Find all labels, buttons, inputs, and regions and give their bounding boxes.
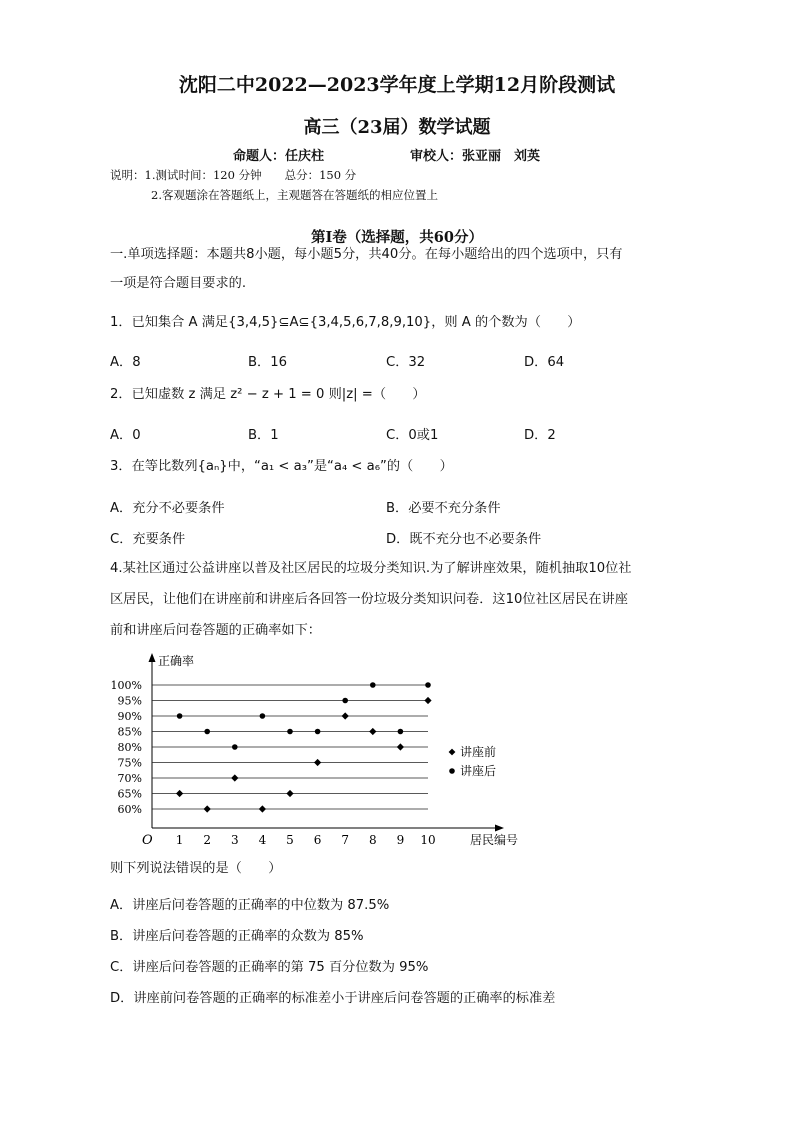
x-tick-label: 3 (230, 833, 239, 847)
exam-subtitle: 高三（23届）数学试题 (303, 117, 491, 138)
point-after-lecture (315, 729, 321, 735)
q4-option-b: B．讲座后问卷答题的正确率的众数为 85% (110, 929, 364, 944)
setter: 命题人：任庆柱 (233, 149, 325, 164)
x-tick-label: 5 (286, 833, 294, 847)
point-after-lecture (370, 682, 376, 688)
q3-option-d: D．既不充分也不必要条件 (386, 532, 542, 547)
legend-marker-before (449, 749, 456, 756)
x-tick-label: 2 (203, 833, 212, 847)
legend-marker-after (449, 768, 455, 774)
q1-option-a: A．8 (110, 355, 141, 370)
section-title: 第Ⅰ卷（选择题，共60分） (311, 229, 483, 246)
y-axis-arrow (149, 653, 156, 662)
point-before-lecture (369, 728, 376, 735)
q4-line-3: 前和讲座后问卷答题的正确率如下： (110, 623, 321, 638)
point-before-lecture (231, 774, 238, 781)
point-before-lecture (286, 790, 293, 797)
q2-option-c: C．0或1 (386, 428, 439, 443)
q2-stem: 2．已知虚数 z 满足 z² − z + 1 = 0 则|z| =（ ） (110, 387, 426, 402)
x-tick-label: 10 (420, 833, 436, 847)
point-after-lecture (398, 729, 404, 735)
y-tick-label: 85% (117, 725, 142, 739)
legend-label-before: 讲座前 (460, 745, 497, 759)
q3-option-a: A．充分不必要条件 (110, 501, 225, 516)
q3-option-b: B．必要不充分条件 (386, 501, 501, 516)
x-tick-label: 4 (258, 833, 267, 847)
point-after-lecture (425, 682, 431, 688)
point-before-lecture (176, 790, 183, 797)
note-line-2: 2.客观题涂在答题纸上，主观题答在答题纸的相应位置上 (151, 188, 438, 202)
q1-option-b: B．16 (248, 355, 288, 370)
point-before-lecture (424, 697, 431, 704)
x-tick-label: 9 (396, 833, 405, 847)
x-axis-arrow (495, 825, 504, 832)
x-axis-label: 居民编号 (470, 833, 519, 847)
point-before-lecture (342, 712, 349, 719)
point-after-lecture (232, 744, 238, 750)
q4-question: 则下列说法错误的是（ ） (110, 861, 282, 876)
x-tick-label: 1 (175, 833, 184, 847)
q1-option-d: D．64 (524, 355, 565, 370)
q3-option-c: C．充要条件 (110, 532, 186, 547)
origin-label: O (142, 833, 153, 848)
x-tick-label: 8 (368, 833, 377, 847)
legend-label-after: 讲座后 (460, 764, 497, 778)
point-after-lecture (260, 713, 266, 719)
q4-option-c: C．讲座后问卷答题的正确率的第 75 百分位数为 95% (110, 960, 429, 975)
point-before-lecture (397, 743, 404, 750)
y-tick-label: 60% (117, 803, 142, 816)
y-tick-label: 80% (117, 741, 142, 754)
exam-title: 沈阳二中2022—2023学年度上学期12月阶段测试 (178, 74, 616, 96)
q4-line-2: 区居民，让他们在讲座前和讲座后各回答一份垃圾分类知识问卷．这10位社区居民在讲座 (110, 592, 628, 607)
section-intro-1: 一.单项选择题：本题共8小题，每小题5分，共40分。在每小题给出的四个选项中，只有 (110, 247, 623, 262)
y-tick-label: 90% (117, 710, 142, 723)
note-line-1: 说明：1.测试时间：120 分钟 总分：150 分 (110, 168, 357, 182)
y-tick-label: 65% (117, 787, 142, 801)
point-before-lecture (314, 759, 321, 766)
x-tick-label: 6 (313, 833, 322, 847)
y-tick-label: 100% (110, 679, 142, 692)
q4-option-a: A．讲座后问卷答题的正确率的中位数为 87.5% (110, 898, 390, 913)
y-tick-label: 75% (117, 756, 142, 770)
q2-option-d: D．2 (524, 428, 556, 443)
section-intro-2: 一项是符合题目要求的. (110, 276, 247, 291)
q3-stem: 3．在等比数列{aₙ}中，“a₁ < a₃”是“a₄ < a₆”的（ ） (110, 459, 453, 474)
point-after-lecture (287, 729, 293, 735)
x-tick-label: 7 (341, 833, 350, 847)
point-before-lecture (259, 805, 266, 812)
q2-option-a: A．0 (110, 428, 141, 443)
point-after-lecture (204, 729, 210, 735)
y-tick-label: 95% (117, 694, 142, 708)
q1-option-c: C．32 (386, 355, 426, 370)
reviewer: 审校人：张亚丽 刘英 (410, 149, 541, 164)
y-axis-label: 正确率 (158, 654, 195, 668)
point-after-lecture (177, 713, 183, 719)
y-tick-label: 70% (117, 772, 142, 785)
q2-option-b: B．1 (248, 428, 279, 443)
q4-option-d: D．讲座前问卷答题的正确率的标准差小于讲座后问卷答题的正确率的标准差 (110, 991, 556, 1006)
accuracy-scatter-chart (100, 648, 520, 854)
point-after-lecture (342, 698, 348, 704)
q1-stem: 1．已知集合 A 满足{3,4,5}⊆A⊆{3,4,5,6,7,8,9,10}，则 A 的个数为（ ） (110, 315, 581, 330)
q4-line-1: 4.某社区通过公益讲座以普及社区居民的垃圾分类知识.为了解讲座效果，随机抽取10位社 (110, 561, 632, 576)
point-before-lecture (204, 805, 211, 812)
